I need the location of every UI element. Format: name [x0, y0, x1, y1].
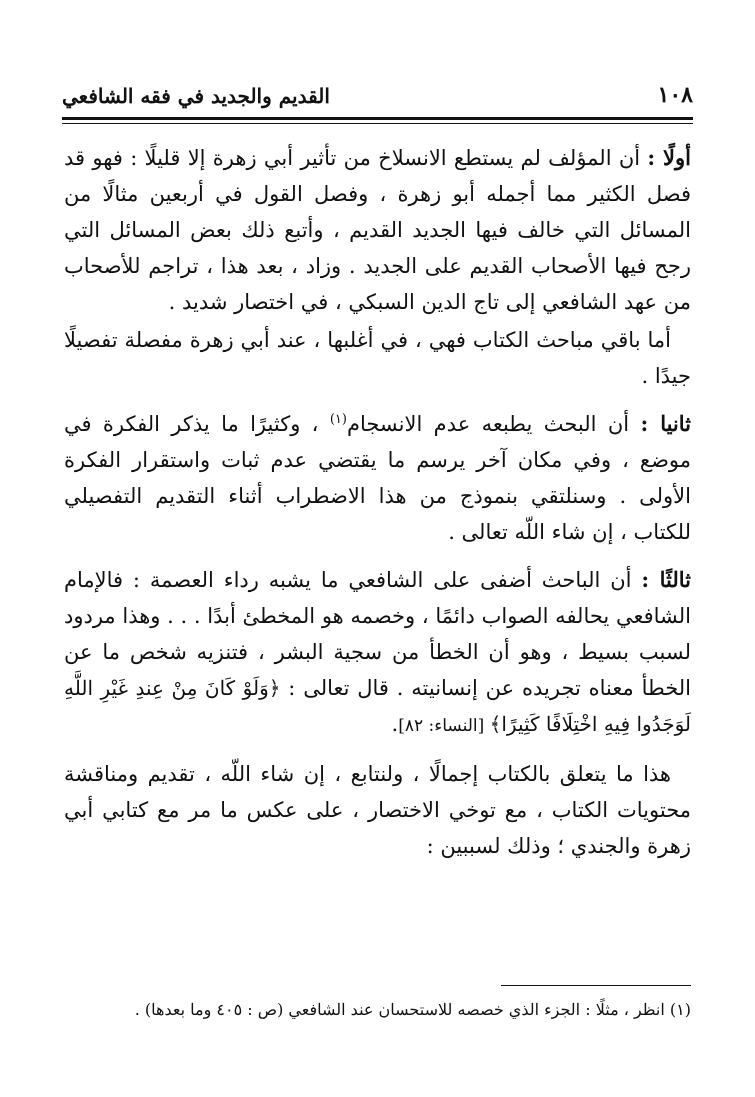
paragraph-text: أما باقي مباحث الكتاب فهي ، في أغلبها ، عند أبي زهرة مفصلة تفصيلًا جيدًا .: [64, 328, 691, 388]
footnote-marker: (١): [329, 412, 347, 427]
paragraph-lead: ثالثًا :: [641, 567, 691, 592]
quran-verse: ﴿وَلَوْ كَانَ مِنْ عِندِ غَيْرِ اللَّهِ لَوَجَدُوا فِيهِ اخْتِلَافًا كَثِيرًا﴾: [64, 676, 691, 736]
header-rule-thick: [62, 117, 693, 120]
footnote-separator: [501, 985, 691, 986]
paragraph-lead: ثانيا :: [640, 411, 692, 436]
paragraph-text: أن المؤلف لم يستطع الانسلاخ من تأثير أبي زهرة إلا قليلًا : فهو قد فصل الكثير مما أجمله أبو زهرة ، وفصل القول في أربعين مثالًا من المسائل التي خالف فيها الجديد القديم ، وأتبع ذلك بعض المسائل التي رجح فيها الأصحاب القديم على الجديد . وزاد ، بعد هذا ، تراجم للأصحاب من عهد الشافعي إلى تاج الدين السبكي ، في اختصار شديد .: [64, 146, 691, 314]
paragraph-end: .: [391, 712, 399, 736]
page-header: [62, 82, 693, 116]
paragraph-text: أن البحث يطبعه عدم الانسجام: [346, 412, 641, 436]
paragraph-third: [64, 562, 691, 744]
paragraph-lead: أولًا :: [647, 145, 691, 170]
running-title: القديم والجديد في فقه الشافعي: [62, 84, 330, 108]
paragraph-first-continued: [64, 322, 691, 394]
verse-reference: [النساء: ٨٢]: [398, 716, 490, 736]
paragraph-second: [64, 406, 691, 550]
paragraph-first: [64, 140, 691, 320]
footnote: (١) انظر ، مثلًا : الجزء الذي خصصه للاستحسان عند الشافعي (ص : ٤٠٥ وما بعدها) .: [134, 1000, 691, 1019]
paragraph-fourth: [64, 756, 691, 864]
paragraph-text: هذا ما يتعلق بالكتاب إجمالًا ، ولنتابع ، إن شاء اللّه ، تقديم ومناقشة محتويات الكتاب ، مع توخي الاختصار ، على عكس ما مر مع كتابي أبي زهرة والجندي ؛ وذلك لسببين :: [64, 762, 691, 858]
main-text: [64, 140, 691, 876]
header-rule-thin: [62, 123, 693, 124]
paragraph-text: أن الباحث أضفى على الشافعي ما يشبه رداء العصمة : فالإمام الشافعي يحالفه الصواب دائمًا ، وخصمه هو المخطئ أبدًا . . . وهذا مردود لسبب بسيط ، وهو أن الخطأ من سجية البشر ، فتنزيه شخص ما عن الخطأ معناه تجريده عن إنسانيته . قال تعالى :: [64, 568, 691, 700]
page-number: ١٠٨: [657, 82, 693, 108]
paragraph-text: ، وكثيرًا ما يذكر الفكرة في موضع ، وفي مكان آخر يرسم ما يقتضي عدم ثبات واستقرار الفكرة الأولى . وسنلتقي بنموذج من هذا الاضطراب أثناء التقديم التفصيلي للكتاب ، إن شاء اللّه تعالى .: [64, 412, 691, 544]
